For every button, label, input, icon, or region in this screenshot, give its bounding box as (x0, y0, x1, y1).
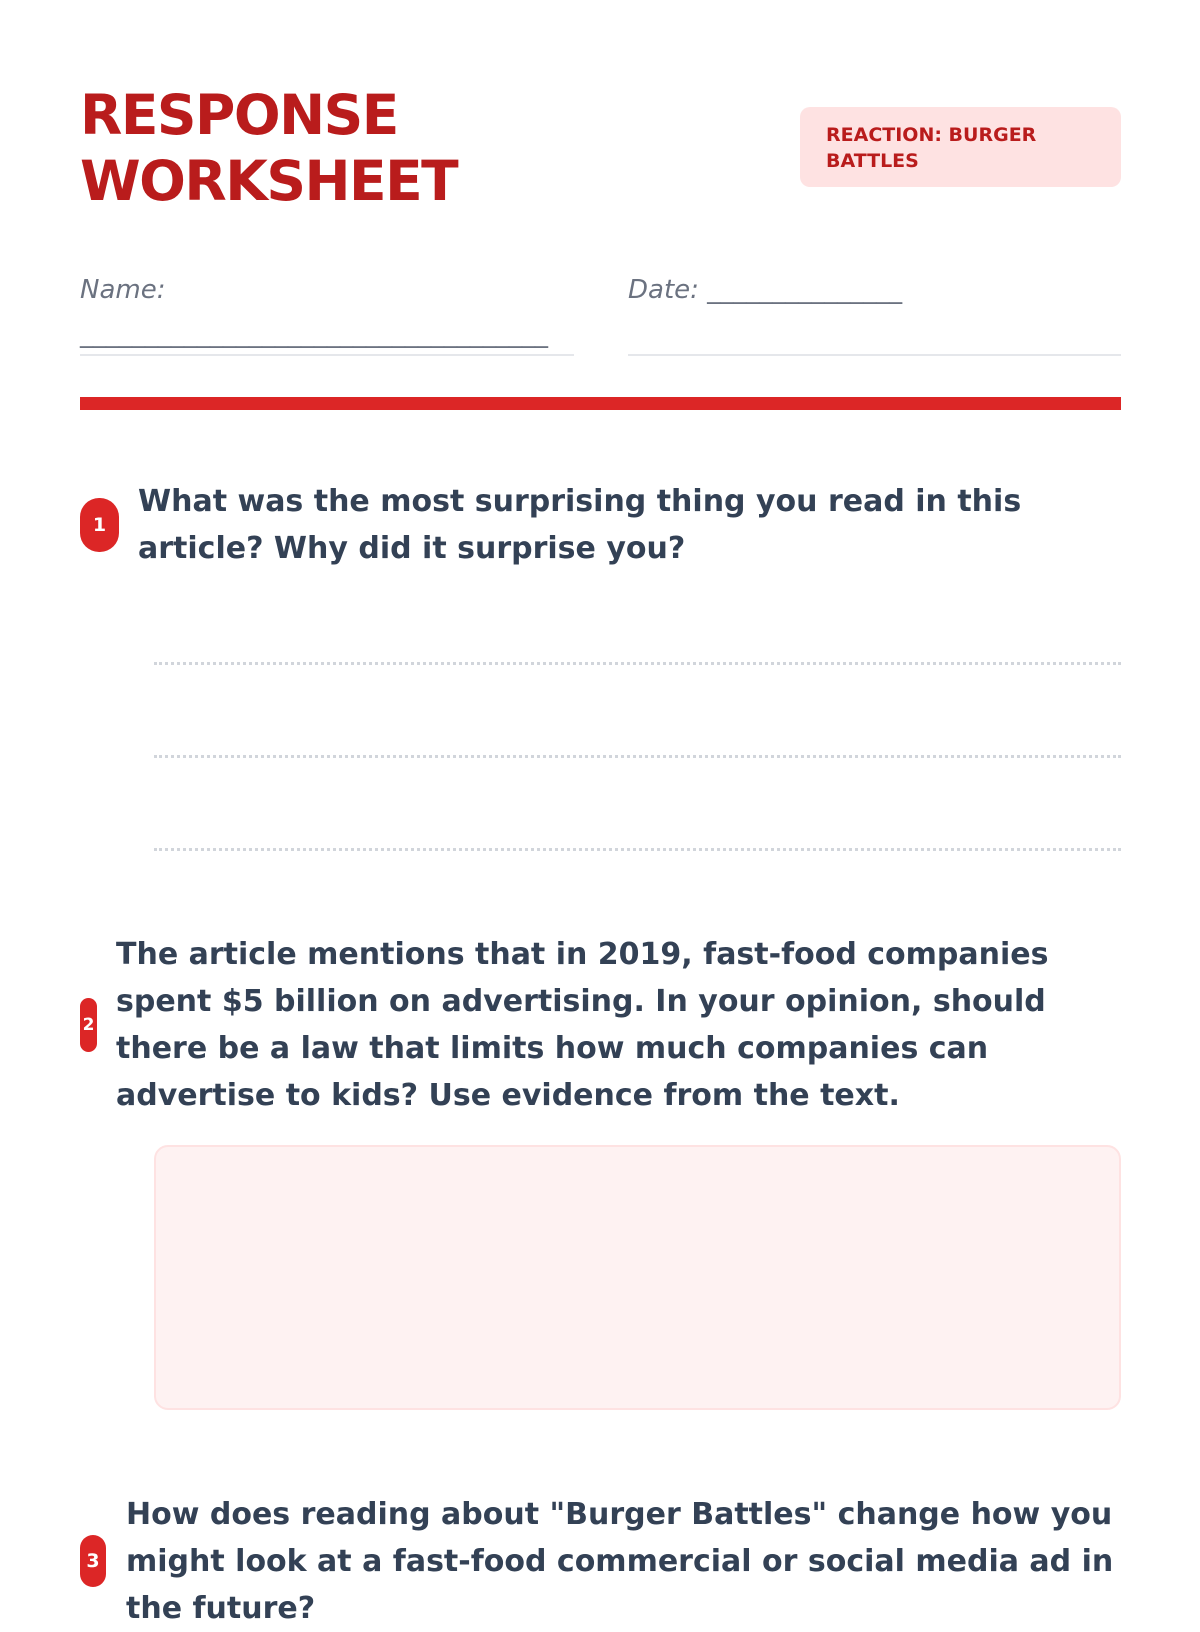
answer-line[interactable] (154, 848, 1121, 851)
title-line-1: RESPONSE (80, 83, 398, 147)
answer-line[interactable] (154, 755, 1121, 758)
question-number-badge: 3 (80, 1535, 106, 1587)
date-field[interactable]: Date: _______________ (628, 268, 1121, 356)
title-line-2: WORKSHEET (80, 149, 458, 213)
header-divider (80, 397, 1121, 410)
answer-line[interactable] (154, 662, 1121, 665)
question-text: What was the most surprising thing you read in this article? Why did it surprise you? (138, 484, 1022, 566)
question-text: How does reading about "Burger Battles" change how you might look at a fast-food commercial or social media ad in the future? (126, 1497, 1114, 1626)
question-text: The article mentions that in 2019, fast-food companies spent $5 billion on advertising. In your opinion, should there be a law that limits how much companies can advertise to kids? Use evidence from the text. (116, 937, 1049, 1113)
question-number-badge: 2 (80, 998, 97, 1052)
reaction-badge: REACTION: BURGER BATTLES (800, 107, 1121, 187)
name-field[interactable]: Name: ____________________________________ (80, 268, 574, 356)
answer-box[interactable] (154, 1145, 1121, 1410)
worksheet-title (80, 82, 457, 214)
question-number-badge: 1 (80, 498, 119, 552)
